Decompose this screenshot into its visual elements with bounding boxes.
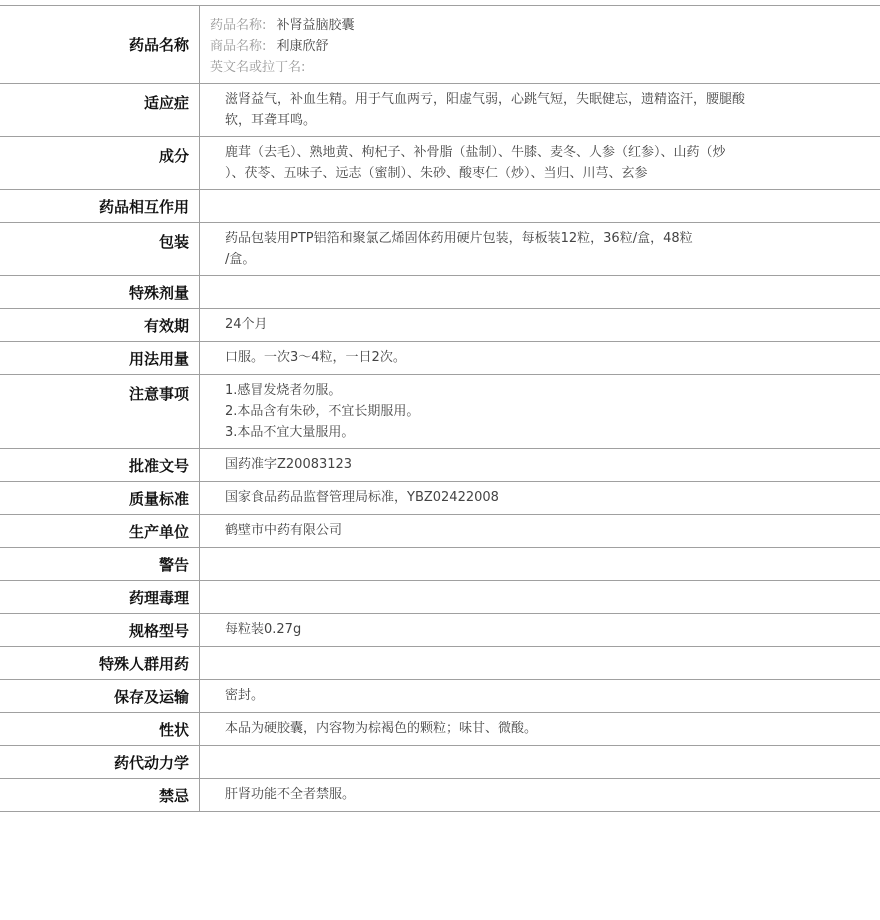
row-value-line: /盒。 bbox=[225, 252, 256, 267]
row-label: 用法用量 bbox=[0, 342, 200, 374]
row-value bbox=[200, 647, 880, 679]
row-label: 药理毒理 bbox=[0, 581, 200, 613]
drug-name-values bbox=[200, 6, 880, 83]
row-label: 生产单位 bbox=[0, 515, 200, 547]
row-value bbox=[200, 342, 880, 374]
row-value bbox=[200, 581, 880, 613]
spec-row bbox=[0, 342, 880, 375]
row-value-line: 24个月 bbox=[225, 317, 268, 332]
row-label: 特殊剂量 bbox=[0, 276, 200, 308]
spec-row bbox=[0, 548, 880, 581]
row-value bbox=[200, 746, 880, 778]
row-value bbox=[200, 137, 880, 189]
row-value-line: 2.本品含有朱砂，不宜长期服用。 bbox=[225, 404, 420, 419]
row-label: 有效期 bbox=[0, 309, 200, 341]
row-value-line: 软，耳聋耳鸣。 bbox=[225, 113, 317, 128]
spec-row bbox=[0, 680, 880, 713]
row-value-line: 滋肾益气，补血生精。用于气血两亏，阳虚气弱，心跳气短，失眠健忘，遗精盗汗，腰腿酸 bbox=[225, 92, 746, 107]
drug-name-row bbox=[0, 6, 880, 84]
spec-row bbox=[0, 137, 880, 190]
row-label: 质量标准 bbox=[0, 482, 200, 514]
row-label: 性状 bbox=[0, 713, 200, 745]
row-value bbox=[200, 482, 880, 514]
row-value-line: 本品为硬胶囊，内容物为棕褐色的颗粒；味甘、微酸。 bbox=[225, 721, 538, 736]
spec-row bbox=[0, 375, 880, 449]
row-label: 药品名称 bbox=[0, 6, 200, 83]
spec-row bbox=[0, 779, 880, 812]
row-value bbox=[200, 309, 880, 341]
row-value-line: 国家食品药品监督管理局标准，YBZ02422008 bbox=[225, 490, 499, 505]
row-label: 药代动力学 bbox=[0, 746, 200, 778]
row-value bbox=[200, 223, 880, 275]
spec-row bbox=[0, 84, 880, 137]
row-value bbox=[200, 779, 880, 811]
row-label: 成分 bbox=[0, 137, 200, 189]
row-value bbox=[200, 190, 880, 222]
row-value bbox=[200, 515, 880, 547]
row-label: 禁忌 bbox=[0, 779, 200, 811]
row-label: 药品相互作用 bbox=[0, 190, 200, 222]
row-value-line: ）、茯苓、五味子、远志（蜜制）、朱砂、酸枣仁（炒）、当归、川芎、玄参 bbox=[225, 166, 648, 181]
row-value bbox=[200, 84, 880, 136]
spec-rows bbox=[0, 84, 880, 812]
row-value-line: 每粒装0.27g bbox=[225, 622, 302, 637]
row-value bbox=[200, 276, 880, 308]
row-value-line: 鹤壁市中药有限公司 bbox=[225, 523, 343, 538]
spec-row bbox=[0, 482, 880, 515]
row-label: 注意事项 bbox=[0, 375, 200, 448]
row-value bbox=[200, 614, 880, 646]
row-value bbox=[200, 449, 880, 481]
row-value-line: 口服。一次3～4粒，一日2次。 bbox=[225, 350, 406, 365]
row-label: 包装 bbox=[0, 223, 200, 275]
spec-row bbox=[0, 746, 880, 779]
row-label: 警告 bbox=[0, 548, 200, 580]
row-label: 规格型号 bbox=[0, 614, 200, 646]
row-value bbox=[200, 375, 880, 448]
row-value-line: 药品包装用PTP铝箔和聚氯乙烯固体药用硬片包装，每板装12粒，36粒/盒，48粒 bbox=[225, 231, 693, 246]
row-value bbox=[200, 548, 880, 580]
row-label: 特殊人群用药 bbox=[0, 647, 200, 679]
row-label: 批准文号 bbox=[0, 449, 200, 481]
row-value bbox=[200, 680, 880, 712]
trade-name-value: 利康欣舒 bbox=[276, 39, 329, 54]
row-value-line: 肝肾功能不全者禁服。 bbox=[225, 787, 356, 802]
trade-name-key: 商品名称: bbox=[210, 39, 267, 54]
spec-row bbox=[0, 515, 880, 548]
spec-row bbox=[0, 614, 880, 647]
row-value-line: 鹿茸（去毛）、熟地黄、枸杞子、补骨脂（盐制）、牛膝、麦冬、人参（红参）、山药（炒 bbox=[225, 145, 726, 160]
generic-name-key: 药品名称: bbox=[210, 18, 267, 33]
english-name-key: 英文名或拉丁名: bbox=[210, 60, 306, 75]
row-value-line: 密封。 bbox=[225, 688, 265, 703]
row-value-line: 3.本品不宜大量服用。 bbox=[225, 425, 355, 440]
spec-row bbox=[0, 713, 880, 746]
row-label: 适应症 bbox=[0, 84, 200, 136]
spec-row bbox=[0, 190, 880, 223]
row-value-line: 1.感冒发烧者勿服。 bbox=[225, 383, 342, 398]
spec-row bbox=[0, 309, 880, 342]
row-label: 保存及运输 bbox=[0, 680, 200, 712]
spec-row bbox=[0, 276, 880, 309]
row-value bbox=[200, 713, 880, 745]
spec-row bbox=[0, 449, 880, 482]
row-value-line: 国药准字Z20083123 bbox=[225, 457, 353, 472]
spec-row bbox=[0, 581, 880, 614]
spec-row bbox=[0, 223, 880, 276]
generic-name-value: 补肾益脑胶囊 bbox=[276, 18, 355, 33]
spec-row bbox=[0, 647, 880, 680]
drug-spec-table bbox=[0, 5, 880, 812]
